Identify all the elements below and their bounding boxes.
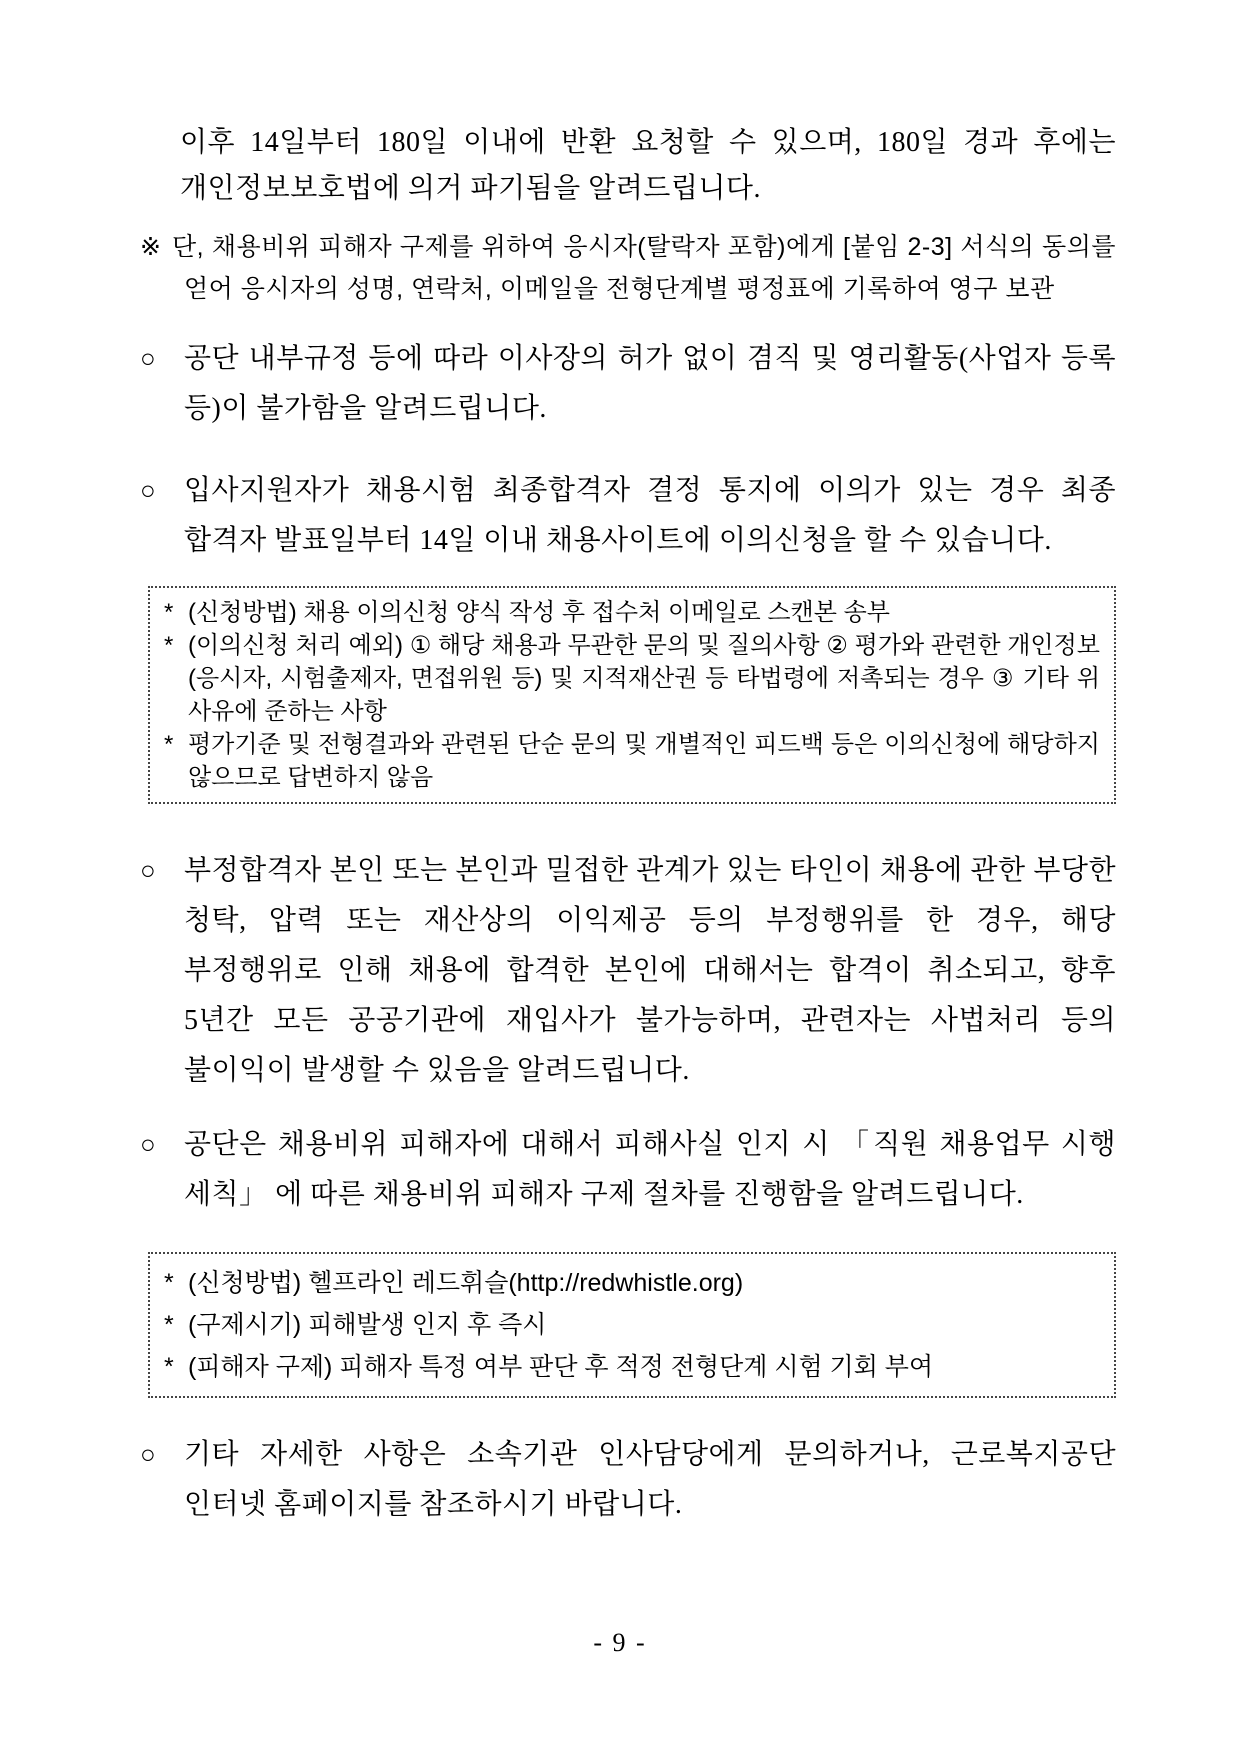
circle-bullet: ○	[140, 856, 157, 885]
victim-box-line-text: (신청방법) 헬프라인 레드휘슬(http://redwhistle.org)	[188, 1269, 744, 1297]
list-item-text: 입사지원자가 채용시험 최종합격자 결정 통지에 이의가 있는 경우 최종 합격자 발표일부터 14일 이내 채용사이트에 이의신청을 할 수 있습니다.	[184, 475, 1116, 556]
asterisk-marker: *	[164, 599, 174, 626]
circle-bullet: ○	[140, 344, 157, 373]
list-item-text: 기타 자세한 사항은 소속기관 인사담당에게 문의하거나, 근로복지공단 인터넷 홈페이지를 참조하시기 바랍니다.	[184, 1439, 1116, 1520]
appeal-box-line-text: (신청방법) 채용 이의신청 양식 작성 후 접수처 이메일로 스캔본 송부	[188, 599, 890, 626]
victim-box-line	[164, 1304, 1100, 1346]
victim-box-line-text: (피해자 구제) 피해자 특정 여부 판단 후 적정 전형단계 시험 기회 부여	[188, 1353, 934, 1381]
list-item-text: 공단은 채용비위 피해자에 대해서 피해사실 인지 시 「직원 채용업무 시행 세칙」 에 따른 채용비위 피해자 구제 절차를 진행함을 알려드립니다.	[184, 1129, 1116, 1210]
list-item-appeal	[140, 466, 1116, 566]
victim-box-line	[164, 1346, 1100, 1388]
appeal-box-line	[164, 596, 1100, 629]
paragraph-retention-continuation: 이후 14일부터 180일 이내에 반환 요청할 수 있으며, 180일 경과 후에는 개인정보보호법에 의거 파기됨을 알려드립니다.	[180, 127, 1116, 204]
asterisk-marker: *	[164, 1311, 174, 1339]
appeal-box-line	[164, 728, 1100, 794]
circle-bullet: ○	[140, 1440, 157, 1469]
list-item-side-job-restriction	[140, 334, 1116, 434]
list-item-fraud-penalty	[140, 846, 1116, 1096]
asterisk-marker: *	[164, 731, 174, 758]
victim-relief-box	[148, 1252, 1116, 1398]
asterisk-marker: *	[164, 1353, 174, 1381]
circle-bullet: ○	[140, 1130, 157, 1159]
list-item-text: 부정합격자 본인 또는 본인과 밀접한 관계가 있는 타인이 채용에 관한 부당한 청탁, 압력 또는 재산상의 이익제공 등의 부정행위를 한 경우, 해당 부정행위로 인해 채용에 합격한 본인에 대해서는 합격이 취소되고, 향후 5년간 모든 공공기관에 재입사가 불가능하며, 관련자는 사법처리 등의 불이익이 발생할 수 있음을 알려드립니다.	[184, 855, 1116, 1086]
page-number: - 9 -	[593, 1628, 647, 1657]
list-item-text: 공단 내부규정 등에 따라 이사장의 허가 없이 겸직 및 영리활동(사업자 등록 등)이 불가함을 알려드립니다.	[184, 343, 1116, 424]
appeal-info-box	[148, 586, 1116, 804]
appeal-box-line-text: (이의신청 처리 예외) ① 해당 채용과 무관한 문의 및 질의사항 ② 평가와 관련한 개인정보(응시자, 시험출제자, 면접위원 등) 및 지적재산권 등 타법령에 저촉되는 경우 ③ 기타 위 사유에 준하는 사항	[188, 632, 1100, 725]
document-body	[140, 120, 1116, 1530]
note-permanent-retention	[140, 226, 1116, 310]
appeal-box-line	[164, 629, 1100, 728]
list-item-victim-relief	[140, 1120, 1116, 1220]
victim-box-line	[164, 1262, 1100, 1304]
circle-bullet: ○	[140, 476, 157, 505]
note-text: 단, 채용비위 피해자 구제를 위하여 응시자(탈락자 포함)에게 [붙임 2-3] 서식의 동의를 얻어 응시자의 성명, 연락처, 이메일을 전형단계별 평정표에 기록하여 영구 보관	[172, 233, 1116, 303]
list-item-further-inquiry	[140, 1430, 1116, 1530]
asterisk-marker: *	[164, 632, 174, 659]
asterisk-marker: *	[164, 1269, 174, 1297]
appeal-box-line-text: 평가기준 및 전형결과와 관련된 단순 문의 및 개별적인 피드백 등은 이의신청에 해당하지 않으므로 답변하지 않음	[188, 731, 1100, 791]
reference-mark: ※	[140, 233, 162, 261]
victim-box-line-text: (구제시기) 피해발생 인지 후 즉시	[188, 1311, 547, 1339]
